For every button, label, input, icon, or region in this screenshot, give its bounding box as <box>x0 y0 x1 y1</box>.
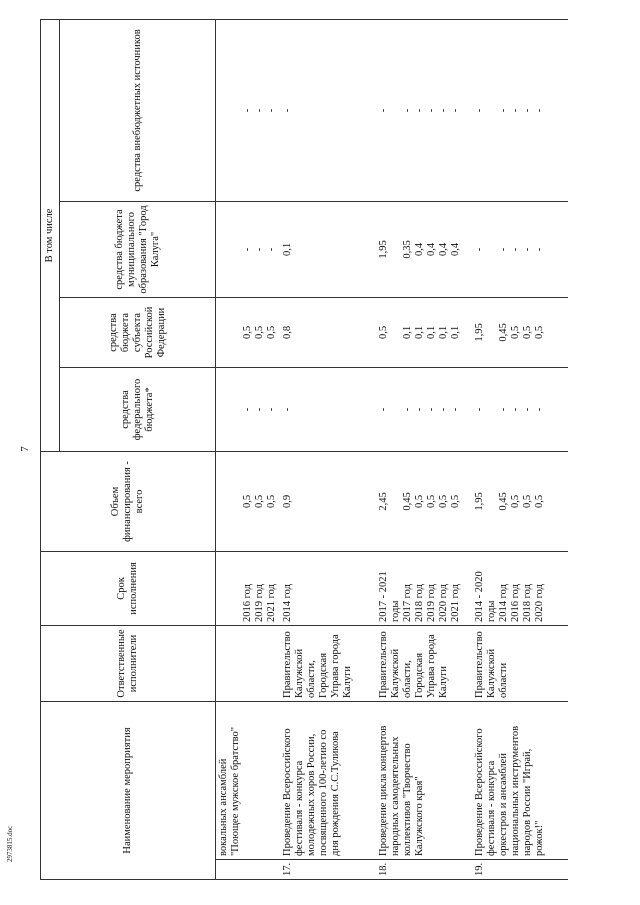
extra-line: - <box>522 108 533 113</box>
executors-line: Городская <box>414 652 425 698</box>
extra-line: - <box>266 108 277 113</box>
cell-municipal <box>216 201 281 297</box>
name-line: посвященного 100-летию со <box>318 729 329 856</box>
municipal-line: 0,4 <box>438 242 449 257</box>
subject-line: 0,8 <box>282 325 293 340</box>
federal-line: - <box>474 407 485 412</box>
cell-municipal <box>376 201 472 297</box>
term-line: 2014 год <box>498 584 509 622</box>
cell-extra <box>376 19 472 201</box>
name-line: оркестров и ансамблей <box>498 753 509 856</box>
name-line: вокальных ансамблей <box>218 758 229 856</box>
federal-line: - <box>402 407 413 412</box>
executors-line: Городская <box>318 652 329 698</box>
subject-line <box>486 301 498 364</box>
table-body <box>216 19 569 879</box>
term-line: 2021 год <box>266 584 277 622</box>
header-extra: средства внебюджетных источников <box>60 19 216 201</box>
executors-line: Калуги <box>438 665 449 698</box>
cell-num <box>472 860 568 880</box>
total-line: 2,45 <box>378 492 389 511</box>
table-row <box>376 19 472 879</box>
cell-term <box>216 551 281 625</box>
cell-federal <box>280 367 376 451</box>
header-executors: Ответственные исполнители <box>41 625 216 701</box>
name-line: коллективов "Творчество <box>402 743 413 856</box>
federal-line: - <box>534 407 545 412</box>
subject-line: 0,5 <box>242 325 253 340</box>
municipal-line: 0,4 <box>450 242 461 257</box>
cell-extra <box>472 19 568 201</box>
table-row <box>472 19 568 879</box>
municipal-line: 1,95 <box>378 240 389 259</box>
term-line: 2016 год <box>510 584 521 622</box>
cell-extra <box>216 19 281 201</box>
municipal-line: 0,4 <box>426 242 437 257</box>
total-line: 0,5 <box>534 494 545 509</box>
extra-line: - <box>510 108 521 113</box>
federal-line: - <box>426 407 437 412</box>
extra-line: - <box>426 108 437 113</box>
cell-name <box>376 701 472 859</box>
subject-line: 0,1 <box>438 325 449 340</box>
subject-line: 0,5 <box>510 325 521 340</box>
extra-line: - <box>402 108 413 113</box>
federal-line <box>486 371 498 448</box>
cell-municipal <box>472 201 568 297</box>
municipal-line: - <box>254 247 265 252</box>
executors-line: Калужской <box>390 648 401 698</box>
total-line: 0,5 <box>426 494 437 509</box>
extra-line <box>486 23 498 198</box>
header-municipal: средства бюджета муниципального образования "Город Калуга" <box>60 201 216 297</box>
federal-line: - <box>414 407 425 412</box>
municipal-line: 0,1 <box>282 242 293 257</box>
total-line: 0,45 <box>402 492 413 511</box>
extra-line: - <box>242 108 253 113</box>
name-line: Калужского края" <box>414 776 425 856</box>
term-line: 2018 год <box>522 584 533 622</box>
federal-line: - <box>254 407 265 412</box>
subject-line: 0,5 <box>266 325 277 340</box>
header-name: Наименование мероприятия <box>41 701 216 879</box>
term-line: 2018 год <box>414 584 425 622</box>
term-line: 2017 год <box>402 584 413 622</box>
municipal-line: - <box>266 247 277 252</box>
cell-num <box>376 860 472 880</box>
executors-line: Калужской <box>486 648 497 698</box>
total-line: 0,5 <box>254 494 265 509</box>
executors-line: Управа города <box>330 634 341 698</box>
name-line: рожок!" <box>534 820 545 856</box>
term-line: 2019 год <box>254 584 265 622</box>
extra-line: - <box>254 108 265 113</box>
cell-subject <box>472 297 568 367</box>
cell-federal <box>472 367 568 451</box>
name-line: дня рождения С.С.Туликова <box>330 731 341 856</box>
federal-line: - <box>510 407 521 412</box>
cell-federal <box>376 367 472 451</box>
cell-subject <box>216 297 281 367</box>
extra-line: - <box>282 108 293 113</box>
table-row <box>280 19 376 879</box>
name-line: "Поющее мужское братство" <box>230 726 241 856</box>
total-line: 1,95 <box>474 492 485 511</box>
page-number: 7 <box>18 446 31 452</box>
municipal-line: - <box>534 247 545 252</box>
subject-line <box>390 301 402 364</box>
row-number: 19. <box>474 862 485 876</box>
cell-total <box>216 451 281 551</box>
municipal-line: 0,4 <box>414 242 425 257</box>
term-line: 2014 год <box>282 584 293 622</box>
federal-line: - <box>282 407 293 412</box>
federal-line <box>390 371 402 448</box>
term-line: годы <box>486 600 497 622</box>
total-line: 0,5 <box>242 494 253 509</box>
cell-num <box>216 860 281 880</box>
extra-line: - <box>438 108 449 113</box>
federal-line: - <box>378 407 389 412</box>
total-line: 0,5 <box>414 494 425 509</box>
term-line: 2020 год <box>438 584 449 622</box>
total-line: 0,5 <box>438 494 449 509</box>
municipal-line: 0,35 <box>402 240 413 259</box>
cell-name <box>216 701 281 859</box>
cell-subject <box>280 297 376 367</box>
executors-line: Калуги <box>342 665 353 698</box>
extra-line: - <box>474 108 485 113</box>
term-line: 2016 год <box>242 584 253 622</box>
federal-line: - <box>266 407 277 412</box>
term-line: годы <box>390 600 401 622</box>
subject-line: 0,5 <box>534 325 545 340</box>
term-line: 2021 год <box>450 584 461 622</box>
header-term: Срок исполнения <box>41 551 216 625</box>
cell-num <box>280 860 376 880</box>
total-line: 0,5 <box>266 494 277 509</box>
extra-line: - <box>414 108 425 113</box>
cell-executors <box>280 625 376 701</box>
subject-line: 0,45 <box>498 323 509 342</box>
federal-line: - <box>498 407 509 412</box>
cell-name <box>280 701 376 859</box>
extra-line: - <box>498 108 509 113</box>
term-line: 2019 год <box>426 584 437 622</box>
budget-table <box>40 19 568 880</box>
header-including: В том числе <box>41 19 60 451</box>
municipal-line <box>390 205 402 294</box>
extra-line: - <box>378 108 389 113</box>
federal-line: - <box>450 407 461 412</box>
row-number: 17. <box>282 862 293 876</box>
total-line <box>390 455 402 548</box>
cell-term <box>376 551 472 625</box>
federal-line: - <box>242 407 253 412</box>
name-line: народов России "Играй, <box>522 748 533 856</box>
rotated-sheet <box>40 20 620 880</box>
row-number: 18. <box>378 862 389 876</box>
header-total: Объем финансирования - всего <box>41 451 216 551</box>
cell-term <box>280 551 376 625</box>
executors-line: Правительство <box>474 631 485 698</box>
cell-executors <box>216 625 281 701</box>
subject-line: 1,95 <box>474 323 485 342</box>
name-line: национальных инструментов <box>510 725 521 856</box>
total-line: 0,5 <box>510 494 521 509</box>
cell-municipal <box>280 201 376 297</box>
cell-federal <box>216 367 281 451</box>
extra-line: - <box>534 108 545 113</box>
cell-total <box>280 451 376 551</box>
cell-name <box>472 701 568 859</box>
subject-line: 0,5 <box>254 325 265 340</box>
name-line: молодежных хоров России, <box>306 733 317 856</box>
executors-line: Калужской <box>294 648 305 698</box>
cell-executors <box>472 625 568 701</box>
subject-line: 0,1 <box>450 325 461 340</box>
table-row <box>216 19 281 879</box>
extra-line <box>390 23 402 198</box>
federal-line: - <box>522 407 533 412</box>
cell-extra <box>280 19 376 201</box>
executors-line: области, <box>402 660 413 698</box>
executors-line: Управа города <box>426 634 437 698</box>
municipal-line: - <box>474 247 485 252</box>
total-line: 0,5 <box>522 494 533 509</box>
subject-line: 0,5 <box>378 325 389 340</box>
municipal-line: - <box>498 247 509 252</box>
municipal-line: - <box>510 247 521 252</box>
name-line: народных самодеятельных <box>390 736 401 856</box>
total-line: 0,9 <box>282 494 293 509</box>
cell-subject <box>376 297 472 367</box>
document-id: 2973815.doc <box>6 825 15 863</box>
total-line: 0,45 <box>498 492 509 511</box>
header-subject: средства бюджета субъекта Российской Федерации <box>60 297 216 367</box>
municipal-line: - <box>242 247 253 252</box>
subject-line: 0,1 <box>426 325 437 340</box>
term-line: 2014 - 2020 <box>474 571 485 622</box>
executors-line: Правительство <box>378 631 389 698</box>
subject-line: 0,5 <box>522 325 533 340</box>
extra-line: - <box>450 108 461 113</box>
subject-line: 0,1 <box>402 325 413 340</box>
name-line: Проведение Всероссийского <box>282 728 293 856</box>
cell-term <box>472 551 568 625</box>
executors-line: области <box>498 662 509 698</box>
name-line: фестиваля - конкурса <box>486 760 497 856</box>
cell-executors <box>376 625 472 701</box>
name-line: Проведение Всероссийского <box>474 728 485 856</box>
term-line: 2020 год <box>534 584 545 622</box>
executors-line: области, <box>306 660 317 698</box>
name-line: фестиваля - конкурса <box>294 760 305 856</box>
subject-line: 0,1 <box>414 325 425 340</box>
cell-total <box>472 451 568 551</box>
name-line: Проведение цикла концертов <box>378 725 389 856</box>
total-line: 0,5 <box>450 494 461 509</box>
municipal-line: - <box>522 247 533 252</box>
term-line: 2017 - 2021 <box>378 571 389 622</box>
municipal-line <box>486 205 498 294</box>
federal-line: - <box>438 407 449 412</box>
executors-line: Правительство <box>282 631 293 698</box>
total-line <box>486 455 498 548</box>
header-federal: средства федерального бюджета* <box>60 367 216 451</box>
cell-total <box>376 451 472 551</box>
